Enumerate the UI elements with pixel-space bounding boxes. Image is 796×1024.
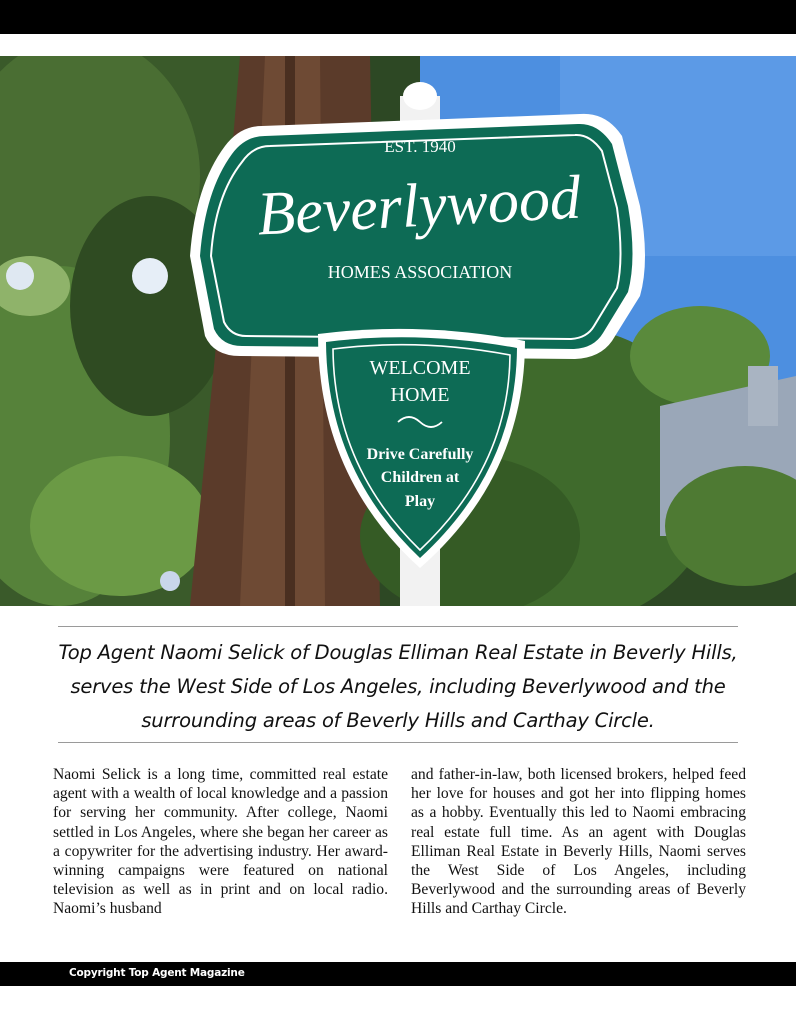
sign-name-text: Beverlywood [255,163,583,249]
sign-notice-line1: Drive Carefully [366,446,474,463]
article-column-1: Naomi Selick is a long time, committed real estate agent with a wealth of local knowledge and a passion for serving her community. After college, Naomi settled in Los Angeles, where she began her career as a copywriter for the advertising industry. Her award-winning campaigns were featured on national television as well as in print and on local radio. Naomi’s husband [53,766,388,918]
pull-quote: Top Agent Naomi Selick of Douglas Elliman Real Estate in Beverly Hills, serves the West Side of Los Angeles, including Beverlywood and the surrounding areas of Beverly Hills and Carthay Circle. [58,641,738,732]
sign-notice-line3: Play [404,493,436,510]
sign-notice-line2: Children at [380,469,460,486]
sign-welcome-line2: HOME [390,384,450,406]
sign-welcome-line1: WELCOME [369,357,471,379]
sign-subtitle-text: HOMES ASSOCIATION [327,262,513,282]
article-column-2: and father-in-law, both licensed brokers, helped feed her love for houses and got her into flipping homes as a hobby. Eventually this led to Naomi embracing real estate full time. As an agent with Douglas Elliman Real Estate in Beverly Hills, Naomi serves the West Side of Los Angeles, including Beverlywood and the surrounding areas of Beverly Hills and Carthay Circle. [411,766,746,918]
footer-bar [0,962,796,986]
copyright-text: Copyright Top Agent Magazine [69,967,245,979]
pull-quote-bottom-rule [58,742,738,743]
top-black-bar [0,0,796,34]
beverlywood-sign-photo [0,56,796,606]
sign-est-text: EST. 1940 [384,137,456,156]
pull-quote-top-rule [58,626,738,627]
